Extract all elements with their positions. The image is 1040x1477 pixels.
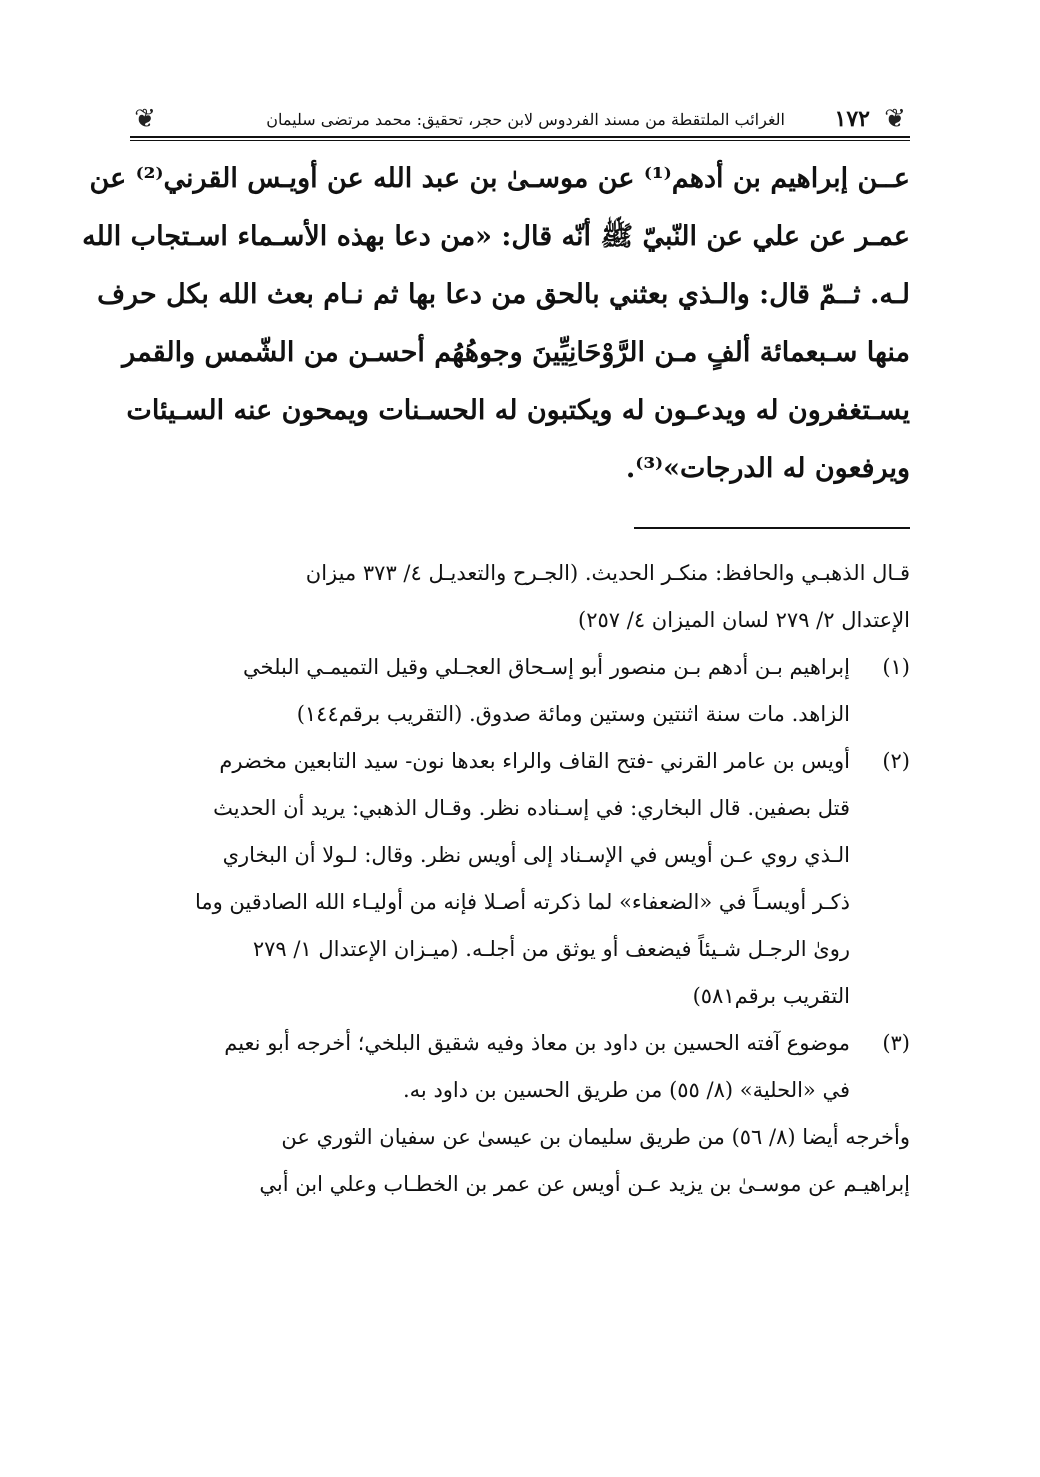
footnote-text: الإعتدال ٢/ ٢٧٩ لسان الميزان ٤/ ٢٥٧) [578, 608, 910, 632]
footnote-text: وأخرجه أيضا (٨/ ٥٦) من طريق سليمان بن عيسىٰ عن سفيان الثوري عن [281, 1125, 910, 1149]
footnote-number: (٢) [882, 749, 910, 773]
footnote-number: (٣) [882, 1031, 910, 1055]
footnote-text: الزاهد. مات سنة اثنتين وستين ومائة صدوق. (التقريب برقم١٤٤) [296, 702, 850, 726]
footnote-text: قـال الذهبـي والحافظ: منكـر الحديث. (الجـرح والتعديـل ٤/ ٣٧٣ ميزان [305, 561, 910, 585]
footnote-3 [130, 1020, 910, 1067]
footnote-text: إبراهيم بـن أدهم بـن منصور أبو إسـحاق العجـلي وقيل التميمـي البلخي [243, 655, 850, 679]
footnote-2-cont [130, 832, 910, 879]
footnote-text: موضوع آفته الحسين بن داود بن معاذ وفيه شقيق البلخي؛ أخرجه أبو نعيم [224, 1031, 850, 1055]
main-line-5: يسـتغفرون له ويدعـون له ويكتبون له الحسـنات ويمحون عنه السـيئات [126, 395, 910, 426]
main-line-6: ويرفعون له الدرجات»⁽³⁾. [625, 453, 910, 484]
footnote-text: في «الحلية» (٨/ ٥٥) من طريق الحسين بن داود به. [402, 1078, 850, 1102]
footnote-intro-line [130, 597, 910, 644]
running-header [130, 102, 910, 142]
book-title: الغرائب الملتقطة من مسند الفردوس لابن حجر، تحقيق: محمد مرتضى سليمان [266, 110, 785, 129]
footnote-1 [130, 644, 910, 691]
footnote-text: ذكـر أويسـاً في «الضعفاء» لما ذكرته أصـلا فإنه من أوليـاء الله الصادقين وما [194, 890, 850, 914]
footnote-3-cont [130, 1161, 910, 1208]
footnote-separator [130, 527, 910, 528]
footnote-text: قتل بصفين. قال البخاري: في إسـناده نظر. وقـال الذهبي: يريد أن الحديث [213, 796, 850, 820]
ornament-left-icon: ❦ [134, 104, 156, 134]
ornament-right-icon: ❦ [884, 104, 906, 134]
footnote-2-cont [130, 879, 910, 926]
main-line-1: عــن إبراهيم بن أدهم⁽¹⁾ عن موسـىٰ بن عبد الله عن أويـس القرني⁽²⁾ عن [89, 163, 910, 194]
main-text [82, 150, 910, 498]
header-rule-thick [130, 136, 910, 138]
footnote-text: الـذي روي عـن أويس في الإسـناد إلى أويس نظر. وقال: لـولا أن البخاري [222, 843, 850, 867]
footnote-2-cont [130, 973, 910, 1020]
header-rule-thin [130, 140, 910, 141]
footnotes [130, 550, 910, 1208]
footnote-2 [130, 738, 910, 785]
footnote-text: إبراهيـم عن موسـىٰ بن يزيد عـن أويس عن عمر بن الخطـاب وعلي ابن أبي [259, 1172, 910, 1196]
footnote-3-cont [130, 1114, 910, 1161]
footnote-2-cont [130, 785, 910, 832]
page-number: ١٧٢ [834, 106, 870, 132]
footnote-2-cont [130, 926, 910, 973]
footnote-text: التقريب برقم٥٨١) [692, 984, 850, 1008]
footnote-3-cont [130, 1067, 910, 1114]
footnote-1-cont [130, 691, 910, 738]
main-line-2: عمـر عن علي عن النّبيّ ﷺ أنّه قال: «من دعا بهذه الأسـماء اسـتجاب الله [82, 221, 910, 252]
footnote-separator-bar [634, 527, 910, 529]
footnote-intro-line [130, 550, 910, 597]
footnote-text: روىٰ الرجـل شـيئاً فيضعف أو يوثق من أجلـه. (ميـزان الإعتدال ١/ ٢٧٩ [252, 937, 850, 961]
footnote-number: (١) [882, 655, 910, 679]
main-line-4: منها سـبعمائة ألفٍ مـن الرَّوْحَانِيِّينَ وجوهُهُم أحسـن من الشّمس والقمر [122, 337, 910, 368]
footnote-text: أويس بن عامر القرني -فتح القاف والراء بعدها نون- سيد التابعين مخضرم [219, 749, 850, 773]
main-line-3: لـه. ثــمّ قال: والـذي بعثني بالحق من دعا بها ثم نـام بعث الله بكل حرف [97, 279, 910, 310]
